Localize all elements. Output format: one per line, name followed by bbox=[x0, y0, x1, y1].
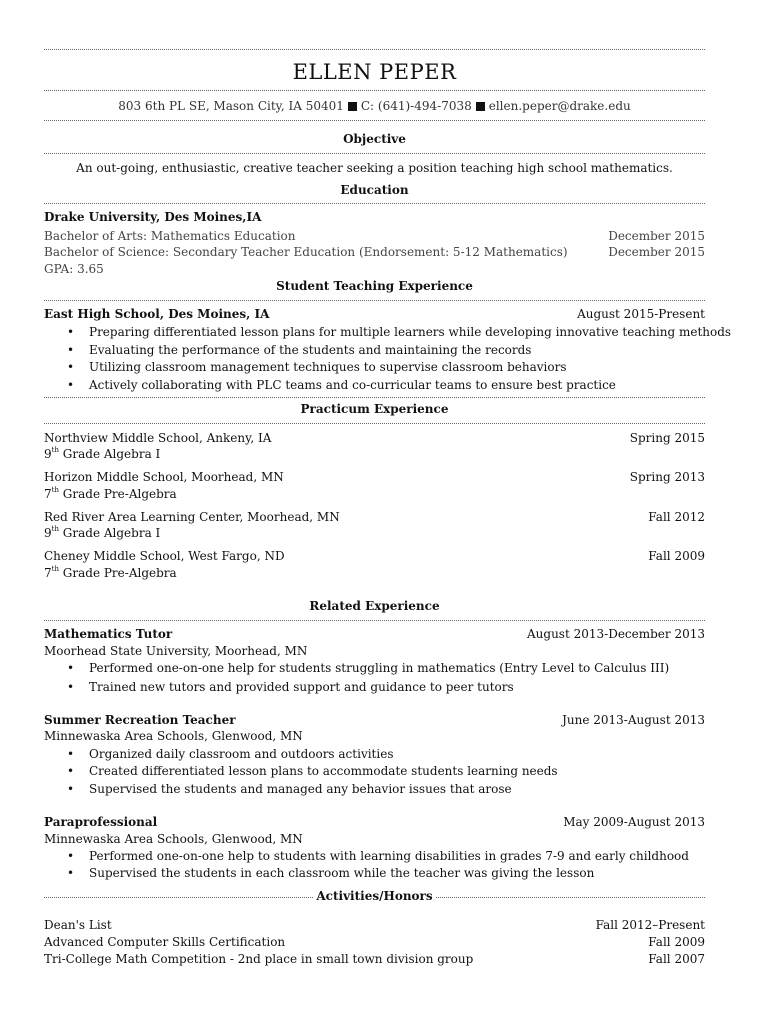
education-heading: Education bbox=[340, 183, 409, 197]
practicum-date: Fall 2012 bbox=[648, 510, 705, 524]
practicum-school: Horizon Middle School, Moorhead, MN bbox=[44, 470, 284, 484]
divider bbox=[44, 90, 705, 91]
practicum-school: Northview Middle School, Ankeny, IA bbox=[44, 431, 272, 445]
practicum-course: 9th Grade Algebra I bbox=[44, 525, 161, 540]
practicum-course: 9th Grade Algebra I bbox=[44, 446, 161, 461]
divider bbox=[44, 300, 705, 301]
divider bbox=[44, 423, 705, 424]
activities-heading: Activities/Honors bbox=[316, 889, 433, 903]
practicum-course: 7th Grade Pre-Algebra bbox=[44, 486, 177, 501]
job-title: Summer Recreation Teacher bbox=[44, 713, 236, 727]
divider bbox=[44, 120, 705, 121]
divider bbox=[44, 203, 705, 204]
list-item: • Evaluating the performance of the students and maintaining the records bbox=[89, 343, 531, 357]
activities-heading-wrap bbox=[44, 889, 705, 903]
practicum-heading: Practicum Experience bbox=[300, 402, 449, 416]
practicum-school: Red River Area Learning Center, Moorhead, MN bbox=[44, 510, 340, 524]
list-item: • Performed one-on-one help to students with learning disabilities in grades 7-9 and early childhood bbox=[89, 849, 689, 863]
contact-line bbox=[44, 99, 705, 113]
honor-date: Fall 2007 bbox=[648, 952, 705, 966]
address: 803 6th PL SE, Mason City, IA 50401 bbox=[118, 99, 344, 113]
list-item: • Trained new tutors and provided support and guidance to peer tutors bbox=[89, 680, 514, 694]
education-gpa: GPA: 3.65 bbox=[44, 262, 104, 276]
honor-date: Fall 2009 bbox=[648, 935, 705, 949]
list-item: • Utilizing classroom management techniques to supervise classroom behaviors bbox=[89, 360, 566, 374]
divider bbox=[44, 620, 705, 621]
education-degree: Bachelor of Science: Secondary Teacher Education (Endorsement: 5-12 Mathematics) bbox=[44, 245, 568, 259]
practicum-date: Fall 2009 bbox=[648, 549, 705, 563]
job-org: Minnewaska Area Schools, Glenwood, MN bbox=[44, 729, 303, 743]
separator-square-icon bbox=[348, 102, 357, 111]
list-item: • Performed one-on-one help for students struggling in mathematics (Entry Level to Calculus III) bbox=[89, 661, 669, 675]
job-date: August 2013-December 2013 bbox=[527, 627, 705, 641]
practicum-date: Spring 2015 bbox=[629, 431, 705, 445]
education-degree-date: December 2015 bbox=[608, 245, 705, 259]
separator-square-icon bbox=[476, 102, 485, 111]
job-title: Mathematics Tutor bbox=[44, 627, 173, 641]
job-title: Paraprofessional bbox=[44, 815, 158, 829]
education-school: Drake University, Des Moines,IA bbox=[44, 210, 262, 224]
divider bbox=[44, 397, 705, 398]
honor-item: Dean's List bbox=[44, 918, 112, 932]
list-item: • Supervised the students in each classroom while the teacher was giving the lesson bbox=[89, 866, 594, 880]
practicum-school: Cheney Middle School, West Fargo, ND bbox=[44, 549, 285, 563]
education-degree: Bachelor of Arts: Mathematics Education bbox=[44, 229, 296, 243]
student-teaching-heading: Student Teaching Experience bbox=[276, 279, 473, 293]
list-item: • Actively collaborating with PLC teams and co-curricular teams to ensure best practice bbox=[89, 378, 616, 392]
list-item: • Organized daily classroom and outdoors activities bbox=[89, 747, 393, 761]
list-item: • Supervised the students and managed any behavior issues that arose bbox=[89, 782, 512, 796]
job-org: Moorhead State University, Moorhead, MN bbox=[44, 644, 308, 658]
divider bbox=[44, 49, 705, 50]
practicum-course: 7th Grade Pre-Algebra bbox=[44, 565, 177, 580]
student-teaching-date: August 2015-Present bbox=[577, 307, 705, 321]
objective-text: An out-going, enthusiastic, creative teacher seeking a position teaching high school mathematics. bbox=[76, 161, 673, 175]
list-item: • Preparing differentiated lesson plans for multiple learners while developing innovative teaching methods bbox=[89, 325, 731, 339]
phone: C: (641)-494-7038 bbox=[360, 99, 472, 113]
job-date: May 2009-August 2013 bbox=[563, 815, 705, 829]
divider bbox=[44, 153, 705, 154]
related-heading: Related Experience bbox=[309, 599, 440, 613]
education-degree-date: December 2015 bbox=[608, 229, 705, 243]
student-teaching-school: East High School, Des Moines, IA bbox=[44, 307, 270, 321]
candidate-name: ELLEN PEPER bbox=[292, 60, 457, 84]
email-link[interactable]: ellen.peper@drake.edu bbox=[488, 99, 631, 113]
honor-item: Tri-College Math Competition - 2nd place in small town division group bbox=[44, 952, 474, 966]
job-org: Minnewaska Area Schools, Glenwood, MN bbox=[44, 832, 303, 846]
objective-heading: Objective bbox=[343, 132, 406, 146]
honor-date: Fall 2012–Present bbox=[595, 918, 705, 932]
practicum-date: Spring 2013 bbox=[629, 470, 705, 484]
job-date: June 2013-August 2013 bbox=[562, 713, 705, 727]
honor-item: Advanced Computer Skills Certification bbox=[44, 935, 286, 949]
list-item: • Created differentiated lesson plans to accommodate students learning needs bbox=[89, 764, 558, 778]
